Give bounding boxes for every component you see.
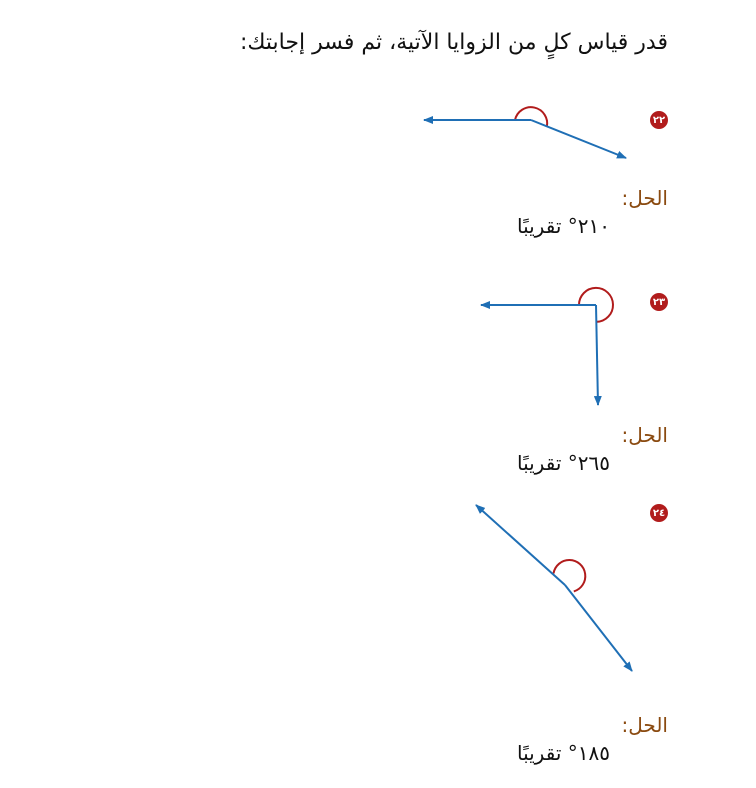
- angle-ray-down: [596, 305, 598, 405]
- answer-text: ٢٦٥° تقريبًا: [516, 451, 610, 475]
- angle-ray-right: [531, 120, 626, 158]
- problem-number-badge: ٢٣: [650, 293, 668, 311]
- angle-ray-up-left: [476, 505, 565, 585]
- angle-arc: [554, 560, 586, 591]
- solution-label: الحل:: [621, 713, 668, 737]
- solution-label: الحل:: [621, 186, 668, 210]
- angle-23-figure: [481, 288, 613, 405]
- angle-ray-down-right: [565, 585, 632, 671]
- instruction-text: قدر قياس كلٍ من الزوايا الآتية، ثم فسر إجابتك:: [239, 30, 668, 55]
- answer-text: ١٨٥° تقريبًا: [516, 741, 610, 765]
- problem-number-badge: ٢٢: [650, 111, 668, 129]
- answer-text: ٢١٠° تقريبًا: [516, 214, 610, 238]
- angle-22-figure: [424, 107, 626, 158]
- angle-24-figure: [476, 505, 632, 671]
- problem-number-badge: ٢٤: [650, 504, 668, 522]
- solution-label: الحل:: [621, 423, 668, 447]
